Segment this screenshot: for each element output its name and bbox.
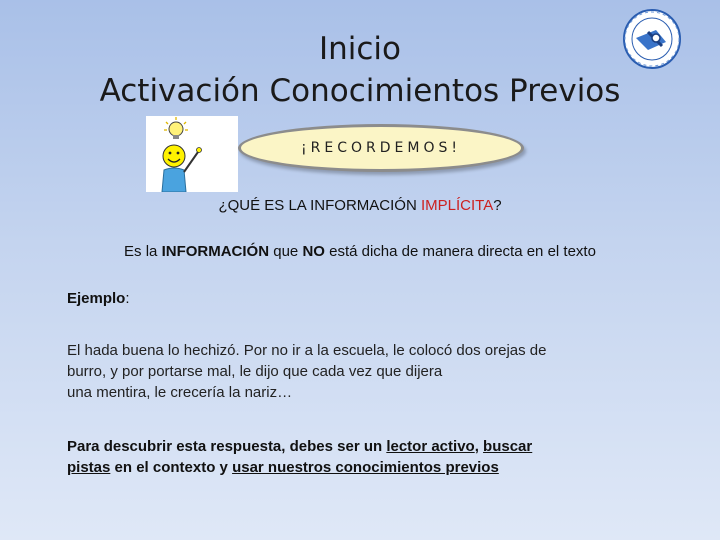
school-seal-icon [622, 8, 682, 70]
conclusion-line-2 [67, 457, 667, 478]
conclusion-underlined-clues: pistas [67, 459, 111, 476]
example-line: una mentira, le crecería la nariz… [67, 384, 293, 401]
slide-title [0, 28, 720, 112]
example-line: El hada buena lo hechizó. Por no ir a la escuela, le colocó dos orejas de [67, 342, 547, 359]
conclusion-line-1 [67, 436, 667, 457]
definition-part-1: Es la [124, 243, 162, 260]
question-highlight: IMPLÍCITA [420, 197, 494, 214]
conclusion-underlined-active-reader: lector activo [386, 438, 475, 455]
banner-text: ¡RECORDEMOS! [301, 140, 461, 156]
conclusion-segment: , [474, 438, 484, 455]
conclusion-segment: Para descubrir esta respuesta, debes ser un [67, 438, 387, 455]
title-line-2: Activación Conocimientos Previos [99, 73, 621, 109]
title-line-1: Inicio [318, 31, 402, 67]
definition-part-2: INFORMACIÓN [161, 243, 270, 260]
example-paragraph [67, 340, 657, 403]
example-label [67, 290, 130, 307]
example-line: burro, y por portarse mal, le dijo que cada vez que dijera [67, 363, 443, 380]
example-label-text: Ejemplo [67, 290, 126, 307]
conclusion-paragraph [67, 436, 667, 478]
definition-part-5: está dicha de manera directa en el texto [324, 243, 596, 260]
question-text-start: ¿QUÉ ES LA INFORMACIÓN [218, 197, 421, 214]
definition-part-3: que [269, 243, 303, 260]
remember-banner [238, 124, 524, 172]
definition-text [0, 243, 720, 260]
question-heading [0, 197, 720, 214]
question-text-end: ? [493, 197, 502, 214]
conclusion-underlined-prior-knowledge: usar nuestros conocimientos previos [232, 459, 499, 476]
lightbulb-idea-figure-icon [146, 116, 238, 192]
definition-part-4: NO [302, 243, 325, 260]
conclusion-underlined-search: buscar [483, 438, 533, 455]
conclusion-segment: en el contexto y [110, 459, 233, 476]
example-label-colon: : [125, 290, 130, 307]
